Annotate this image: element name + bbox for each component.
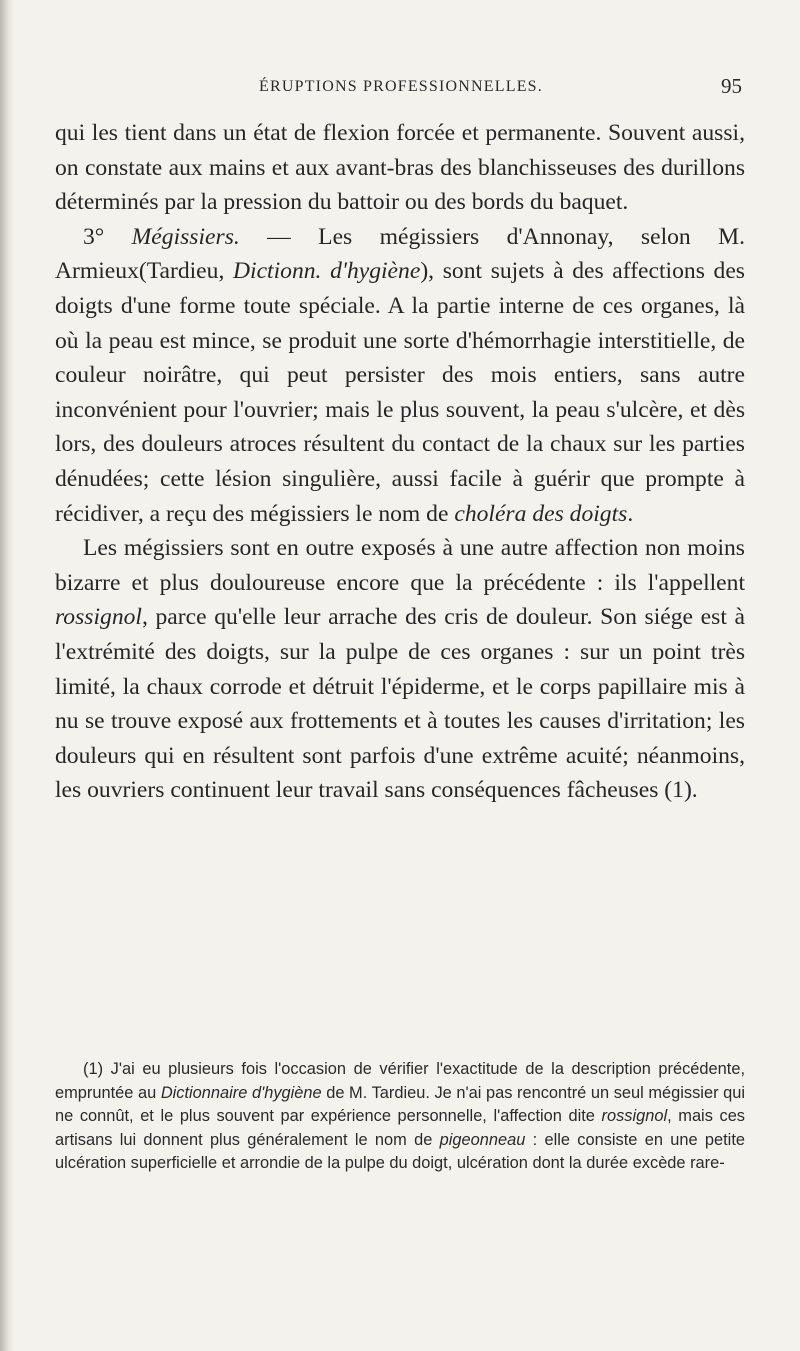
paragraph-megissiers [55,220,745,531]
section-heading: Mégissiers. [131,223,240,250]
page-number: 95 [721,74,742,98]
page-header [60,74,742,108]
footnote-text: (1) J'ai eu plusieurs fois l'occasion de vérifier l'exactitude de la description précédente, empruntée au [55,1060,745,1102]
footnote-text: de M. Tardieu. Je n'ai pas rencontré un seul mégissier qui ne connût, et le plus souvent par expérience personnelle, l'affection dite [55,1083,745,1125]
reference-title: Dictionn. d'hygiène [232,258,421,285]
page-gutter-shadow [0,0,14,1351]
term-cholera: choléra des doigts [454,500,628,527]
paragraph-continuation [55,116,745,220]
footnote-term-pigeonneau: pigeonneau [439,1130,526,1149]
footnote-term-rossignol: rossignol [601,1107,668,1125]
footnote-text: : elle consiste en une petite ulcération superficielle et arrondie de la pulpe du doigt, ulcération dont la durée excède rare- [55,1130,745,1172]
running-head: ÉRUPTIONS PROFESSIONNELLES. [259,78,543,95]
paragraph-text: qui les tient dans un état de flexion forcée et permanente. Souvent aussi, on constate aux mains et aux avant-bras des blanchisseuses des durillons déterminés par la pression du battoir ou des bords du baquet. [55,120,745,216]
footnote-reference: Dictionnaire d'hygiène [160,1083,322,1102]
section-number: 3° [83,223,132,250]
paragraph-text: ), sont sujets à des affections des doigts d'une forme toute spéciale. A la partie interne de ces organes, là où la peau est mince, se produit une sorte d'hémorrhagie interstitielle, de couleur noirâtre, qui peut persister des mois entiers, sans autre inconvénient pour l'ouvrier; mais le plus souvent, la peau s'ulcère, et dès lors, des douleurs atroces résultent du contact de la chaux sur les parties dénudées; cette lésion singulière, aussi facile à guérir que prompte à récidiver, a reçu des mégissiers le nom de [55,258,745,527]
footnote [55,1058,745,1176]
body-text [55,116,745,808]
paragraph-rossignol [55,531,745,808]
paragraph-text: Les mégissiers sont en outre exposés à une autre affection non moins bizarre et plus douloureuse encore que la précédente : ils l'appellent [55,535,745,596]
paragraph-text: — Les mégissiers d'Annonay, selon M. Armieux(Tardieu, [55,223,745,285]
paragraph-text: , parce qu'elle leur arrache des cris de douleur. Son siége est à l'extrémité des doigts, sur la pulpe de ces organes : sur un point très limité, la chaux corrode et détruit l'épiderme, et le corps papillaire mis à nu se trouve exposé aux frottements et à toutes les causes d'irritation; les douleurs qui en résultent sont parfois d'une extrême acuité; néanmoins, les ouvriers continuent leur travail sans conséquences fâcheuses (1). [55,604,745,804]
footnote-text: , mais ces artisans lui donnent plus généralement le nom de [55,1107,746,1149]
paragraph-text: . [627,500,634,527]
term-rossignol: rossignol [55,604,142,631]
